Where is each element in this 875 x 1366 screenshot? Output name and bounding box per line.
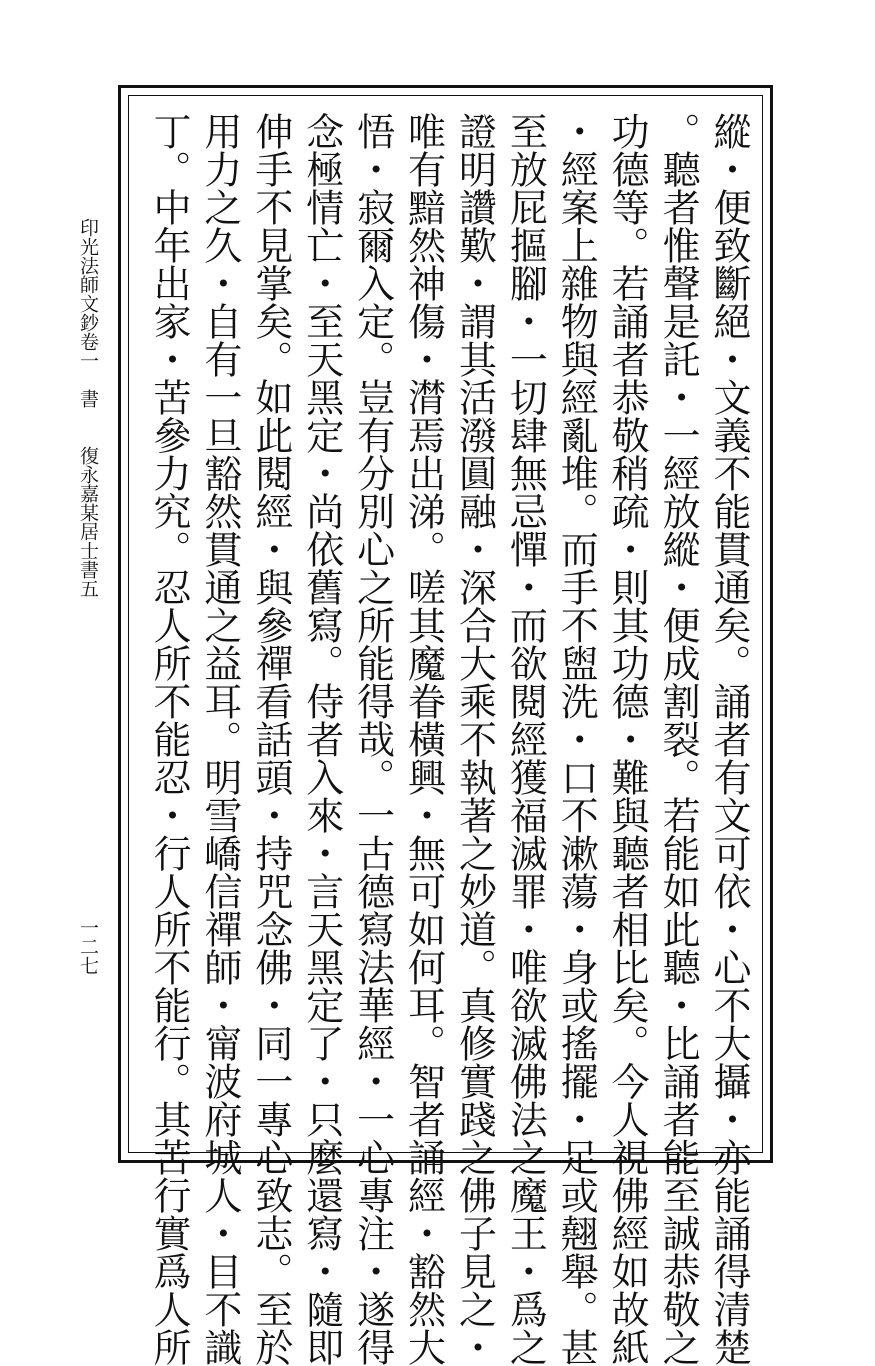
text-column: ・經案上雜物與經亂堆。而手不盥洗・口不漱蕩・身或搖擺・足或翹舉。甚 bbox=[554, 112, 599, 1366]
text-column: 縱・便致斷絕・文義不能貫通矣。誦者有文可依・心不大攝・亦能誦得清楚 bbox=[706, 112, 751, 1366]
text-column: 念極情亡・至天黑定・尚依舊寫。侍者入來・言天黑定了・只麼還寫・隨即 bbox=[299, 112, 344, 1366]
text-column: 用力之久・自有一旦豁然貫通之益耳。明雪嶠信禪師・甯波府城人・目不識 bbox=[197, 112, 242, 1366]
text-column: 伸手不見掌矣。如此閱經・與參禪看話頭・持咒念佛・同一專心致志。至於 bbox=[248, 112, 293, 1366]
text-column: 悟・寂爾入定。豈有分別心之所能得哉。一古德寫法華經・一心專注・遂得 bbox=[350, 112, 395, 1366]
running-header-title: 印光法師文鈔卷一 書 復永嘉某居士書五 bbox=[77, 218, 99, 598]
main-text-block bbox=[147, 112, 751, 1366]
text-column: 丁。中年出家・苦參力究。忍人所不能忍・行人所不能行。其苦行實爲人所 bbox=[147, 112, 191, 1366]
text-column: 至放屁摳腳・一切肆無忌憚・而欲閱經獲福滅罪・唯欲滅佛法之魔王・爲之 bbox=[503, 112, 548, 1366]
text-column: 唯有黯然神傷・潸焉出涕。嗟其魔眷橫興・無可如何耳。智者誦經・豁然大 bbox=[401, 112, 446, 1366]
text-column: 證明讚歎・謂其活潑圓融・深合大乘不執著之妙道。真修實踐之佛子見之・ bbox=[452, 112, 497, 1366]
text-column: 功德等。若誦者恭敬稍疏・則其功德・難與聽者相比矣。今人視佛經如故紙 bbox=[605, 112, 650, 1366]
page-number: 一二七 bbox=[77, 918, 99, 975]
text-column: 。聽者惟聲是託・一經放縱・便成割裂。若能如此聽・比誦者能至誠恭敬之 bbox=[656, 112, 701, 1366]
